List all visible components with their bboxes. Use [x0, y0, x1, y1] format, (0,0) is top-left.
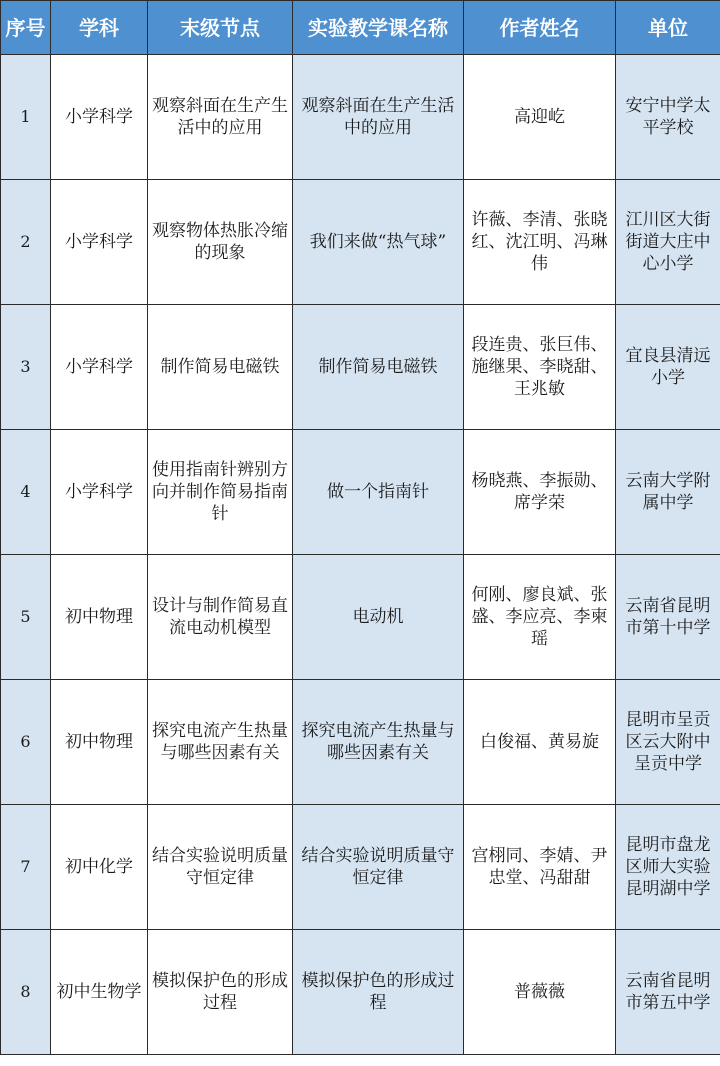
cell-course-name: 探究电流产生热量与哪些因素有关 — [293, 680, 464, 805]
header-index: 序号 — [1, 1, 51, 55]
cell-authors: 高迎屹 — [464, 55, 616, 180]
cell-authors: 段连贵、张巨伟、施继果、李晓甜、王兆敏 — [464, 305, 616, 430]
cell-index: 8 — [1, 930, 51, 1055]
cell-authors: 何刚、廖良斌、张盛、李应亮、李柬瑶 — [464, 555, 616, 680]
table-row — [1, 930, 720, 1055]
table-header-row — [1, 1, 720, 55]
header-organization: 单位 — [616, 1, 720, 55]
cell-authors: 许薇、李清、张晓红、沈江明、冯琳伟 — [464, 180, 616, 305]
table-row — [1, 805, 720, 930]
cell-organization: 云南大学附属中学 — [616, 430, 720, 555]
cell-node: 观察物体热胀冷缩的现象 — [148, 180, 293, 305]
cell-organization: 云南省昆明市第五中学 — [616, 930, 720, 1055]
cell-subject: 小学科学 — [51, 180, 148, 305]
cell-subject: 小学科学 — [51, 305, 148, 430]
cell-index: 2 — [1, 180, 51, 305]
cell-index: 1 — [1, 55, 51, 180]
cell-node: 模拟保护色的形成过程 — [148, 930, 293, 1055]
cell-organization: 云南省昆明市第十中学 — [616, 555, 720, 680]
header-node: 末级节点 — [148, 1, 293, 55]
cell-authors: 宫栩同、李婧、尹忠堂、冯甜甜 — [464, 805, 616, 930]
cell-subject: 初中物理 — [51, 680, 148, 805]
table-row — [1, 55, 720, 180]
cell-node: 使用指南针辨别方向并制作简易指南针 — [148, 430, 293, 555]
table-row — [1, 305, 720, 430]
cell-course-name: 结合实验说明质量守恒定律 — [293, 805, 464, 930]
cell-index: 7 — [1, 805, 51, 930]
header-authors: 作者姓名 — [464, 1, 616, 55]
table-row — [1, 555, 720, 680]
cell-course-name: 电动机 — [293, 555, 464, 680]
cell-course-name: 制作简易电磁铁 — [293, 305, 464, 430]
cell-subject: 小学科学 — [51, 55, 148, 180]
header-subject: 学科 — [51, 1, 148, 55]
cell-authors: 白俊福、黄易旋 — [464, 680, 616, 805]
header-course-name: 实验教学课名称 — [293, 1, 464, 55]
table-body — [1, 55, 720, 1055]
cell-course-name: 我们来做“热气球” — [293, 180, 464, 305]
cell-course-name: 观察斜面在生产生活中的应用 — [293, 55, 464, 180]
cell-subject: 初中物理 — [51, 555, 148, 680]
cell-index: 4 — [1, 430, 51, 555]
cell-subject: 初中生物学 — [51, 930, 148, 1055]
cell-subject: 初中化学 — [51, 805, 148, 930]
cell-organization: 昆明市呈贡区云大附中呈贡中学 — [616, 680, 720, 805]
cell-node: 探究电流产生热量与哪些因素有关 — [148, 680, 293, 805]
cell-index: 3 — [1, 305, 51, 430]
cell-course-name: 模拟保护色的形成过程 — [293, 930, 464, 1055]
cell-node: 制作简易电磁铁 — [148, 305, 293, 430]
table-row — [1, 180, 720, 305]
cell-index: 5 — [1, 555, 51, 680]
cell-index: 6 — [1, 680, 51, 805]
cell-node: 观察斜面在生产生活中的应用 — [148, 55, 293, 180]
cell-authors: 普薇薇 — [464, 930, 616, 1055]
cell-organization: 江川区大街街道大庄中心小学 — [616, 180, 720, 305]
cell-subject: 小学科学 — [51, 430, 148, 555]
cell-authors: 杨晓燕、李振勋、席学荣 — [464, 430, 616, 555]
cell-organization: 宜良县清远小学 — [616, 305, 720, 430]
table-row — [1, 680, 720, 805]
table-row — [1, 430, 720, 555]
cell-organization: 安宁中学太平学校 — [616, 55, 720, 180]
cell-node: 设计与制作简易直流电动机模型 — [148, 555, 293, 680]
cell-node: 结合实验说明质量守恒定律 — [148, 805, 293, 930]
cell-organization: 昆明市盘龙区师大实验昆明湖中学 — [616, 805, 720, 930]
cell-course-name: 做一个指南针 — [293, 430, 464, 555]
